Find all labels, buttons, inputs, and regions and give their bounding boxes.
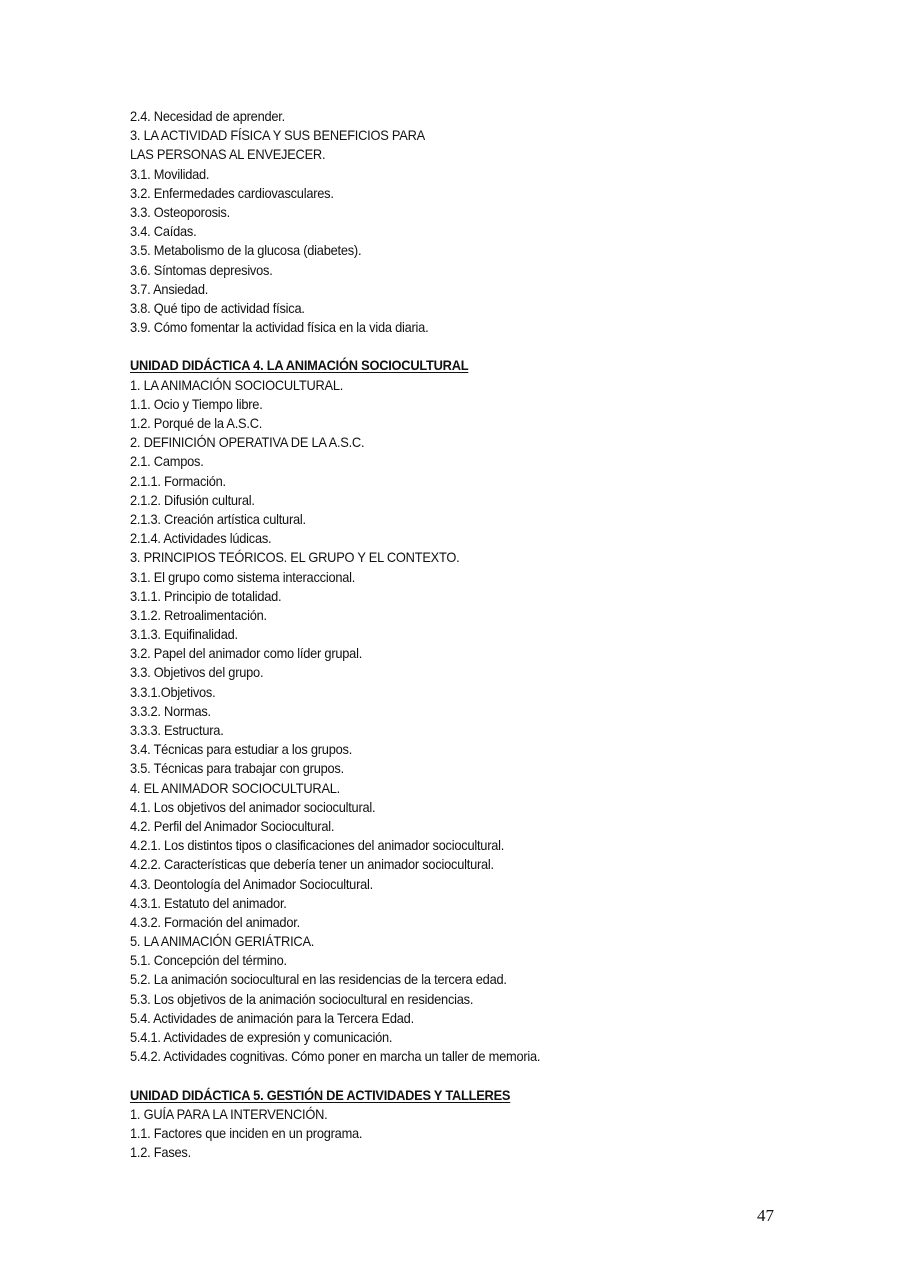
toc-line: 1.2. Porqué de la A.S.C. — [130, 416, 263, 431]
section-gap — [130, 337, 830, 356]
section-gap — [130, 1066, 830, 1085]
toc-line: 4.3.2. Formación del animador. — [130, 914, 300, 930]
toc-line: 3.8. Qué tipo de actividad física. — [130, 300, 305, 316]
toc-line: 2.1.1. Formación. — [130, 473, 226, 489]
toc-line: 5. LA ANIMACIÓN GERIÁTRICA. — [130, 934, 315, 950]
toc-line: 4.2. Perfil del Animador Sociocultural. — [130, 818, 335, 834]
toc-line: 1.1. Ocio y Tiempo libre. — [130, 396, 263, 412]
toc-line: 3.1.3. Equifinalidad. — [130, 627, 238, 643]
toc-line: 3.1. Movilidad. — [130, 166, 210, 182]
toc-line: 2.1.3. Creación artística cultural. — [130, 511, 306, 527]
toc-line: 3.9. Cómo fomentar la actividad física en la vida diaria. — [130, 320, 429, 336]
toc-line: 3.4. Técnicas para estudiar a los grupos. — [130, 742, 353, 758]
toc-line: 5.3. Los objetivos de la animación sociocultural en residencias. — [130, 991, 474, 1007]
toc-line: 4.2.1. Los distintos tipos o clasificaciones del animador sociocultural. — [130, 838, 505, 854]
toc-line: 3.5. Metabolismo de la glucosa (diabetes). — [130, 243, 362, 259]
toc-line: 1. LA ANIMACIÓN SOCIOCULTURAL. — [130, 377, 344, 393]
toc-line: 5.4.2. Actividades cognitivas. Cómo poner en marcha un taller de memoria. — [130, 1049, 541, 1065]
toc-line: 3.3. Objetivos del grupo. — [130, 665, 264, 681]
toc-line: 3.1.2. Retroalimentación. — [130, 607, 267, 623]
toc-line: 1.2. Fases. — [130, 1145, 191, 1161]
toc-line: LAS PERSONAS AL ENVEJECER. — [130, 147, 326, 163]
toc-line: 2.1.2. Difusión cultural. — [130, 492, 255, 508]
section-heading: UNIDAD DIDÁCTICA 4. LA ANIMACIÓN SOCIOCULTURAL — [130, 358, 469, 374]
toc-line: 3.2. Papel del animador como líder grupal. — [130, 646, 363, 662]
toc-line: 5.4.1. Actividades de expresión y comunicación. — [130, 1030, 393, 1045]
toc-line: 4.2.2. Características que debería tener un animador sociocultural. — [130, 857, 494, 873]
toc-line: 1.1. Factores que inciden en un programa. — [130, 1125, 363, 1141]
toc-line: 4.3.1. Estatuto del animador. — [130, 895, 287, 911]
toc-line: 4.3. Deontología del Animador Sociocultural. — [130, 876, 373, 892]
toc-line: 3.3.1.Objetivos. — [130, 684, 216, 700]
toc-line: 5.1. Concepción del término. — [130, 953, 287, 969]
toc-line: 3.3.2. Normas. — [130, 703, 211, 719]
toc-line: 3.2. Enfermedades cardiovasculares. — [130, 185, 334, 201]
toc-line: 3.4. Caídas. — [130, 224, 197, 240]
toc-line: 2.1.4. Actividades lúdicas. — [130, 531, 272, 547]
toc-line: 5.4. Actividades de animación para la Tercera Edad. — [130, 1010, 414, 1026]
toc-line: 2.1. Campos. — [130, 454, 204, 470]
toc-line: 3.1.1. Principio de totalidad. — [130, 588, 282, 604]
toc-line: 3. LA ACTIVIDAD FÍSICA Y SUS BENEFICIOS PARA — [130, 128, 425, 144]
toc-line: 3.6. Síntomas depresivos. — [130, 262, 273, 278]
page-number: 47 — [757, 1206, 774, 1225]
toc-line: 3. PRINCIPIOS TEÓRICOS. EL GRUPO Y EL CONTEXTO. — [130, 550, 460, 566]
toc-line: 3.1. El grupo como sistema interaccional. — [130, 569, 356, 585]
toc-line: 3.3.3. Estructura. — [130, 723, 224, 738]
toc-line: 1. GUÍA PARA LA INTERVENCIÓN. — [130, 1106, 328, 1122]
toc-line: 2. DEFINICIÓN OPERATIVA DE LA A.S.C. — [130, 435, 365, 451]
toc-line: 3.5. Técnicas para trabajar con grupos. — [130, 761, 344, 777]
toc-line: 5.2. La animación sociocultural en las residencias de la tercera edad. — [130, 972, 507, 988]
toc-line: 3.7. Ansiedad. — [130, 281, 209, 297]
toc-line: 2.4. Necesidad de aprender. — [130, 109, 285, 124]
section-heading: UNIDAD DIDÁCTICA 5. GESTIÓN DE ACTIVIDADES Y TALLERES — [130, 1087, 511, 1103]
table-of-contents — [130, 107, 830, 1162]
toc-line: 3.3. Osteoporosis. — [130, 204, 230, 220]
toc-line: 4. EL ANIMADOR SOCIOCULTURAL. — [130, 780, 341, 796]
toc-line: 4.1. Los objetivos del animador sociocultural. — [130, 799, 376, 815]
